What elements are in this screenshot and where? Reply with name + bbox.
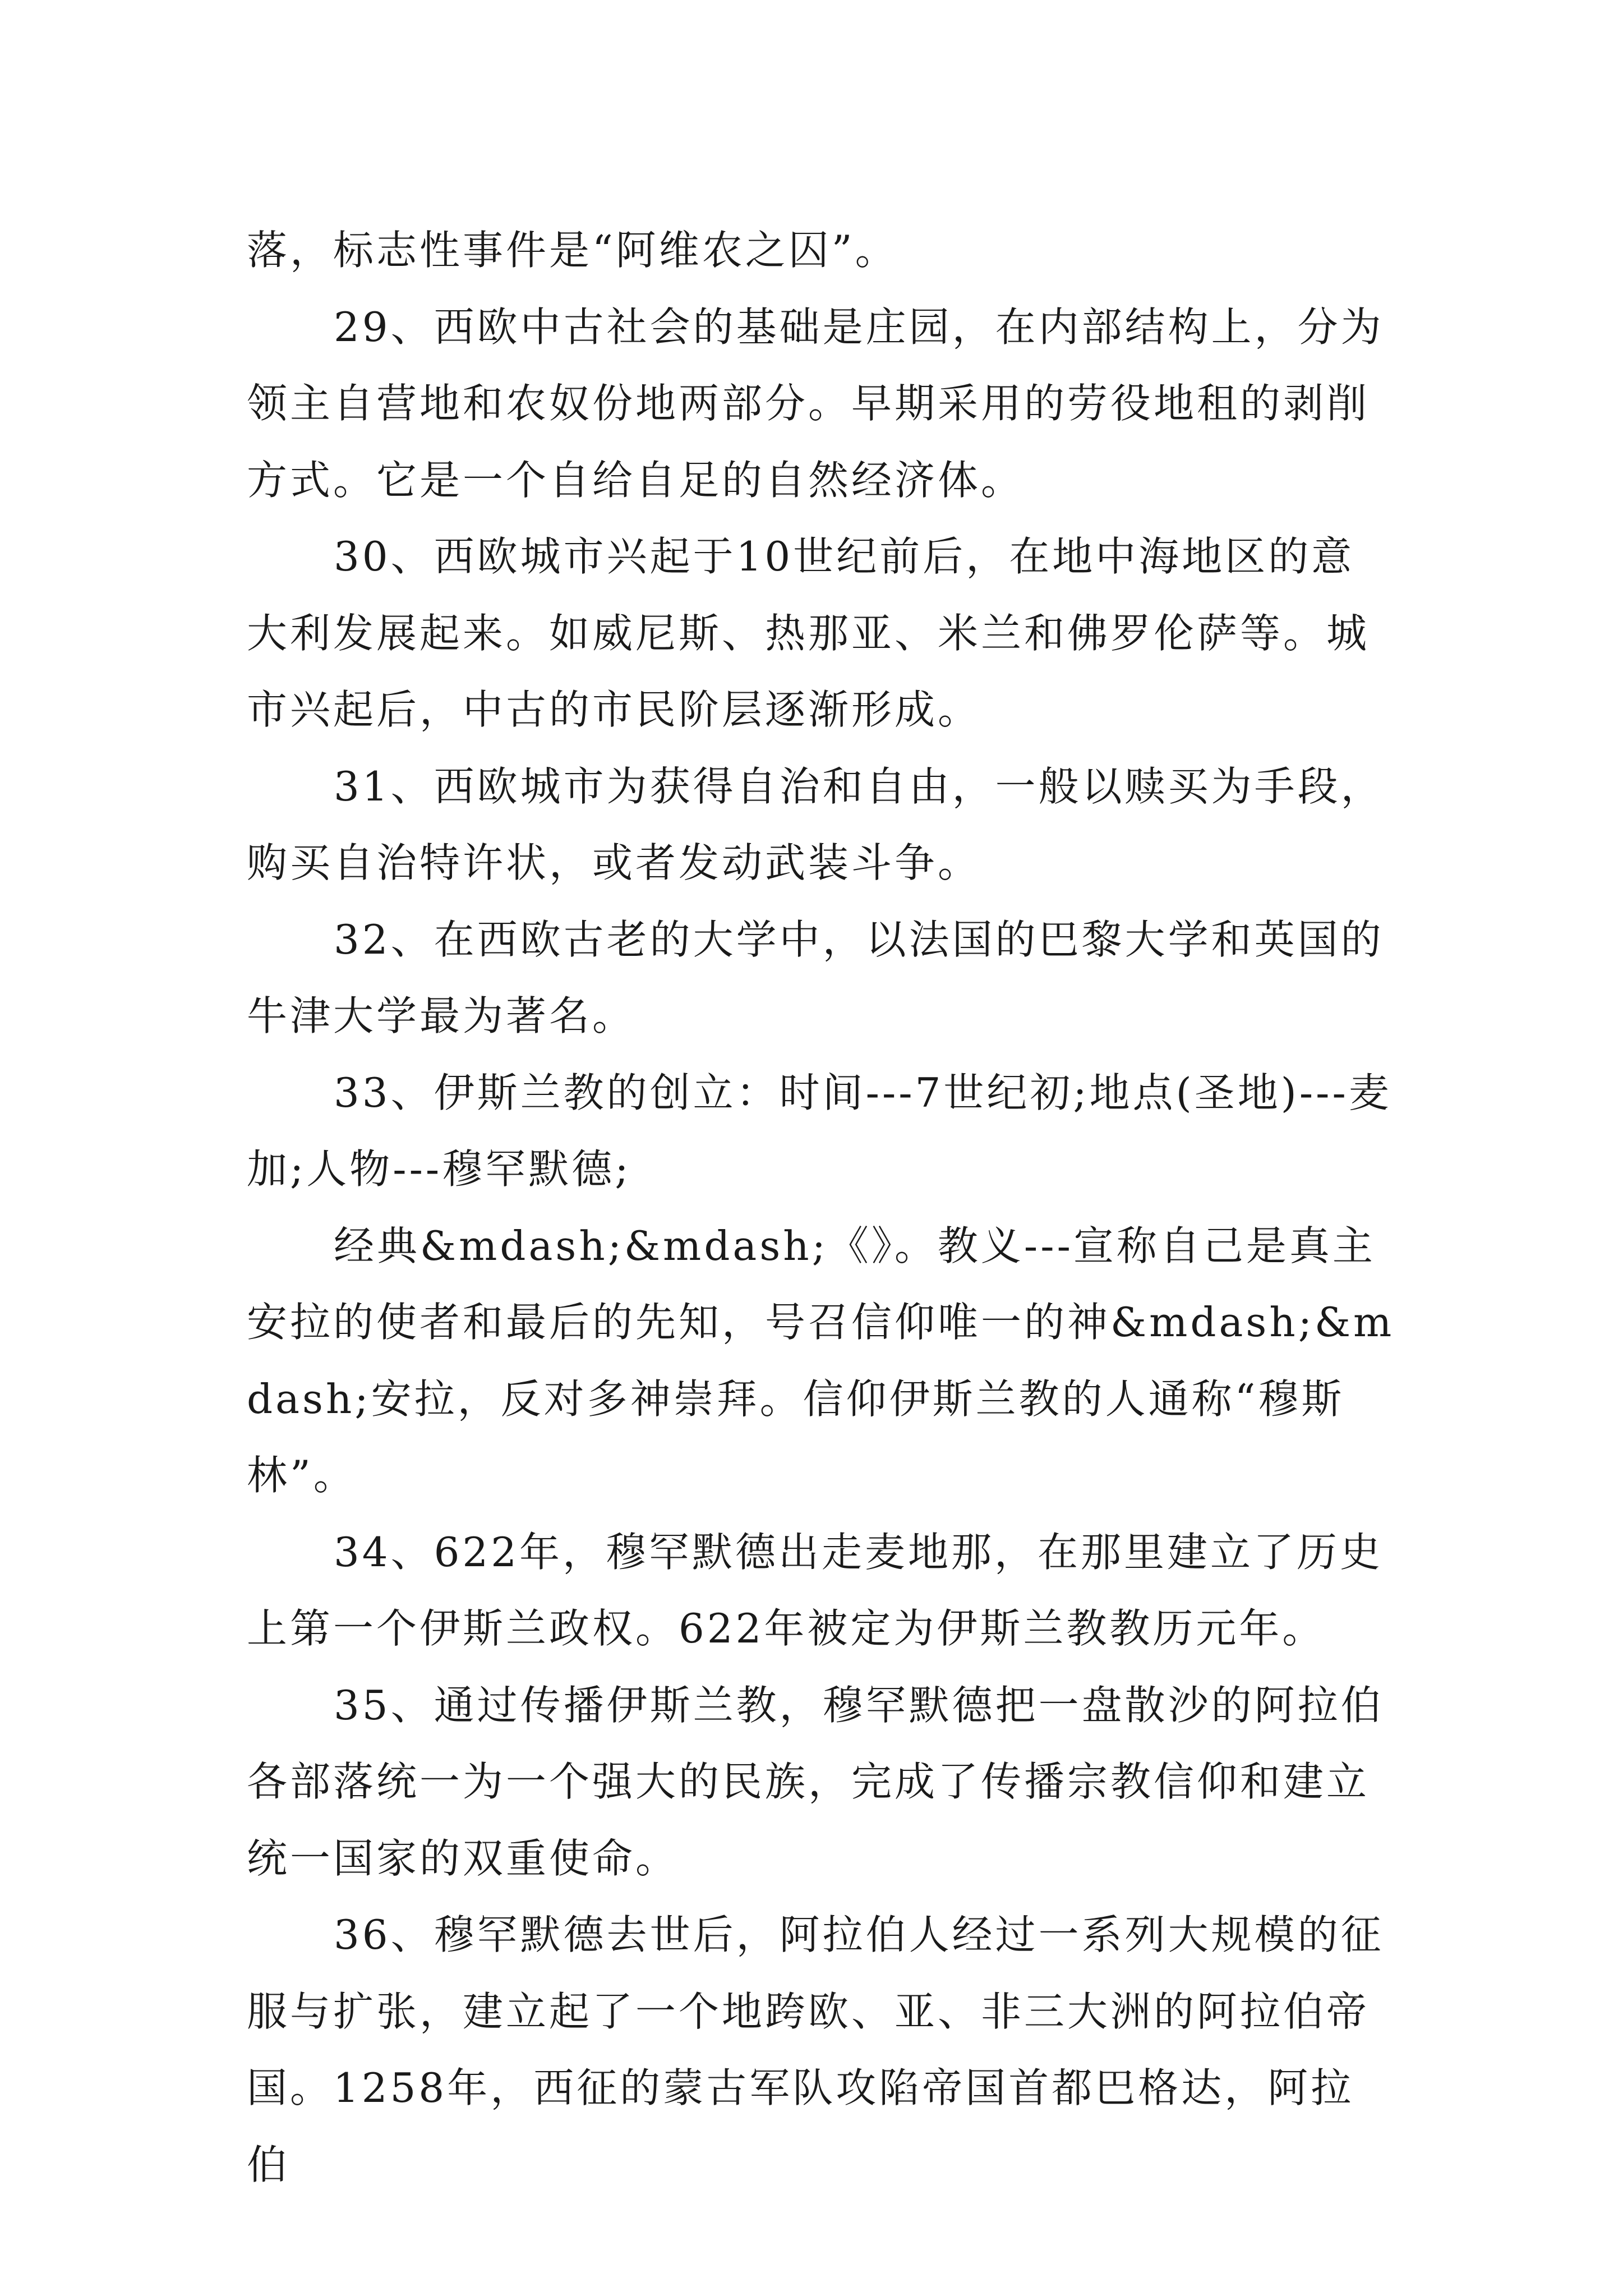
paragraph-32: 32、在西欧古老的大学中，以法国的巴黎大学和英国的牛津大学最为著名。 (247, 915, 1384, 1039)
paragraph-29: 29、西欧中古社会的基础是庄园，在内部结构上，分为领主自营地和农奴份地两部分。早期采用的劳役地租的剥削方式。它是一个自给自足的自然经济体。 (247, 303, 1384, 504)
paragraph-33: 33、伊斯兰教的创立：时间---7世纪初;地点(圣地)---麦加;人物---穆罕默德; (247, 1069, 1392, 1193)
paragraph-continuation: 落，标志性事件是“阿维农之囚”。 (247, 227, 898, 274)
paragraph-34: 34、622年，穆罕默德出走麦地那，在那里建立了历史上第一个伊斯兰政权。622年被定为伊斯兰教教历元年。 (247, 1528, 1384, 1652)
paragraph-31: 31、西欧城市为获得自治和自由，一般以赎买为手段，购买自治特许状，或者发动武装斗争。 (247, 762, 1384, 886)
paragraph-33-continued: 经典&mdash;&mdash;《》。教义---宣称自己是真主安拉的使者和最后的先知，号召信仰唯一的神&mdash;&mdash;安拉，反对多神崇拜。信仰伊斯兰教的人通称“穆斯林”。 (247, 1222, 1395, 1499)
paragraph-35: 35、通过传播伊斯兰教，穆罕默德把一盘散沙的阿拉伯各部落统一为一个强大的民族，完成了传播宗教信仰和建立统一国家的双重使命。 (247, 1681, 1384, 1882)
document-body (247, 212, 1396, 2203)
paragraph-36: 36、穆罕默德去世后，阿拉伯人经过一系列大规模的征服与扩张，建立起了一个地跨欧、亚、非三大洲的阿拉伯帝国。1258年，西征的蒙古军队攻陷帝国首都巴格达，阿拉伯 (247, 1911, 1384, 2188)
paragraph-30: 30、西欧城市兴起于10世纪前后，在地中海地区的意大利发展起来。如威尼斯、热那亚、米兰和佛罗伦萨等。城市兴起后，中古的市民阶层逐渐形成。 (247, 533, 1370, 733)
